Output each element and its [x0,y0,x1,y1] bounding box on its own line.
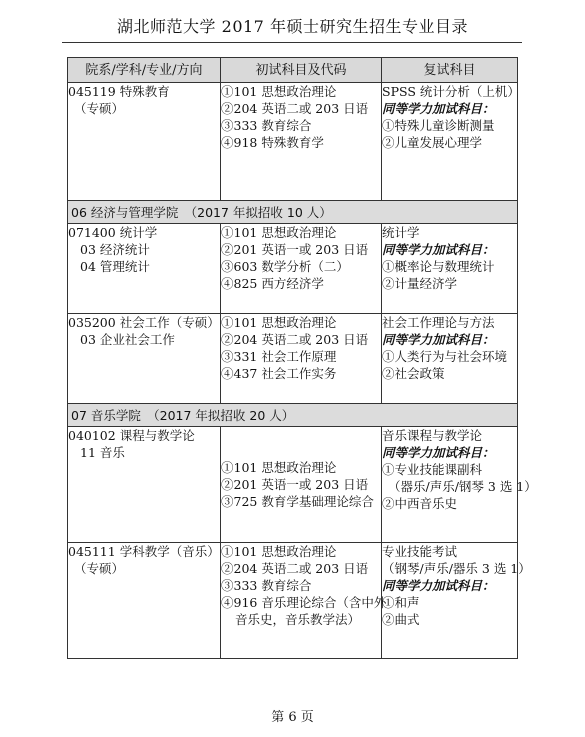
major-code-name: 071400 统计学 [68,225,158,240]
retest-subject: 音乐课程与教学论 [382,428,483,443]
retest-extra-item: ①和声 [382,595,420,610]
retest-extra-note: （器乐/声乐/钢琴 3 选 1） [388,479,537,494]
retest-cell [382,543,531,659]
exam-item: ③603 数学分析（二） [221,259,349,274]
retest-extra-item: ②计量经济学 [382,276,458,291]
retest-extra-label: 同等学力加试科目： [382,445,495,460]
retest-cell [382,427,537,543]
table-row [68,83,518,201]
section-row [68,201,518,224]
section-row [68,404,518,427]
retest-subject: 统计学 [382,225,420,240]
major-type: （专硕） [74,101,125,116]
column-header-retest: 复试科目 [382,58,518,83]
retest-subject: SPSS 统计分析（上机） [382,84,520,99]
retest-extra-item: ①人类行为与社会环境 [382,349,508,364]
retest-extra-item: ①概率论与数理统计 [382,259,495,274]
retest-extra-item: ①专业技能课副科 [382,462,483,477]
exam-cell [221,83,382,201]
exam-item: ③333 教育综合 [221,118,312,133]
major-code-name: 035200 社会工作（专硕） [68,315,220,330]
retest-subject: 社会工作理论与方法 [382,315,495,330]
table-row [68,543,518,659]
major-direction: 04 管理统计 [80,259,150,274]
major-code-name: 040102 课程与教学论 [68,428,195,443]
section-title-music: 07 音乐学院 （2017 年拟招收 20 人） [68,404,518,427]
exam-item: ③333 教育综合 [221,578,312,593]
exam-item: ③331 社会工作原理 [221,349,337,364]
retest-extra-item: ②中西音乐史 [382,496,458,511]
retest-extra-item: ②儿童发展心理学 [382,135,483,150]
major-cell [68,83,221,201]
exam-item: ④825 西方经济学 [221,276,324,291]
retest-cell [382,314,518,404]
exam-item: ③725 教育学基础理论综合 [221,494,374,509]
major-cell [68,543,221,659]
exam-item: ②201 英语一或 203 日语 [221,242,369,257]
exam-item: ①101 思想政治理论 [221,315,337,330]
exam-item: ①101 思想政治理论 [221,460,337,475]
exam-cell [221,427,382,543]
retest-subject: 专业技能考试 [382,544,458,559]
column-header-major: 院系/学科/专业/方向 [68,58,221,83]
major-cell [68,224,221,314]
major-direction: 03 经济统计 [80,242,150,257]
retest-extra-label: 同等学力加试科目： [382,101,495,116]
major-direction: 03 企业社会工作 [80,332,175,347]
exam-item: ④437 社会工作实务 [221,366,337,381]
header-rule [62,42,522,43]
major-catalog-table [67,57,537,659]
major-cell [68,427,221,543]
exam-item: ①101 思想政治理论 [221,544,337,559]
exam-item: ①101 思想政治理论 [221,225,337,240]
page-number: 第 6 页 [271,710,314,725]
exam-item: ④918 特殊教育学 [221,135,324,150]
major-code-name: 045119 特殊教育 [68,84,170,99]
exam-item-continued: 音乐史，音乐教学法） [235,612,361,627]
table-row [68,427,518,543]
page-header-title: 湖北师范大学 2017 年硕士研究生招生专业目录 [117,17,468,36]
major-type: （专硕） [74,561,125,576]
major-direction: 11 音乐 [80,445,125,460]
exam-cell [221,543,387,659]
column-header-exams: 初试科目及代码 [221,58,382,83]
retest-cell [382,224,518,314]
exam-item: ①101 思想政治理论 [221,84,337,99]
exam-item: ②204 英语二或 203 日语 [221,561,369,576]
table-row [68,314,518,404]
retest-extra-label: 同等学力加试科目： [382,332,495,347]
exam-item: ②204 英语二或 203 日语 [221,101,369,116]
retest-subject-note: （钢琴/声乐/器乐 3 选 1） [382,561,531,576]
retest-cell [382,83,518,201]
retest-extra-item: ②社会政策 [382,366,445,381]
major-cell [68,314,221,404]
table-header-row [68,58,518,83]
exam-item: ④916 音乐理论综合（含中外 [221,595,387,610]
retest-extra-item: ①特殊儿童诊断测量 [382,118,495,133]
exam-item: ②201 英语一或 203 日语 [221,477,369,492]
section-title-economics: 06 经济与管理学院 （2017 年拟招收 10 人） [68,201,518,224]
exam-cell [221,224,382,314]
retest-extra-item: ②曲式 [382,612,420,627]
retest-extra-label: 同等学力加试科目： [382,578,495,593]
major-code-name: 045111 学科教学（音乐） [68,544,220,559]
exam-item: ②204 英语二或 203 日语 [221,332,369,347]
exam-cell [221,314,382,404]
retest-extra-label: 同等学力加试科目： [382,242,495,257]
table-row [68,224,518,314]
